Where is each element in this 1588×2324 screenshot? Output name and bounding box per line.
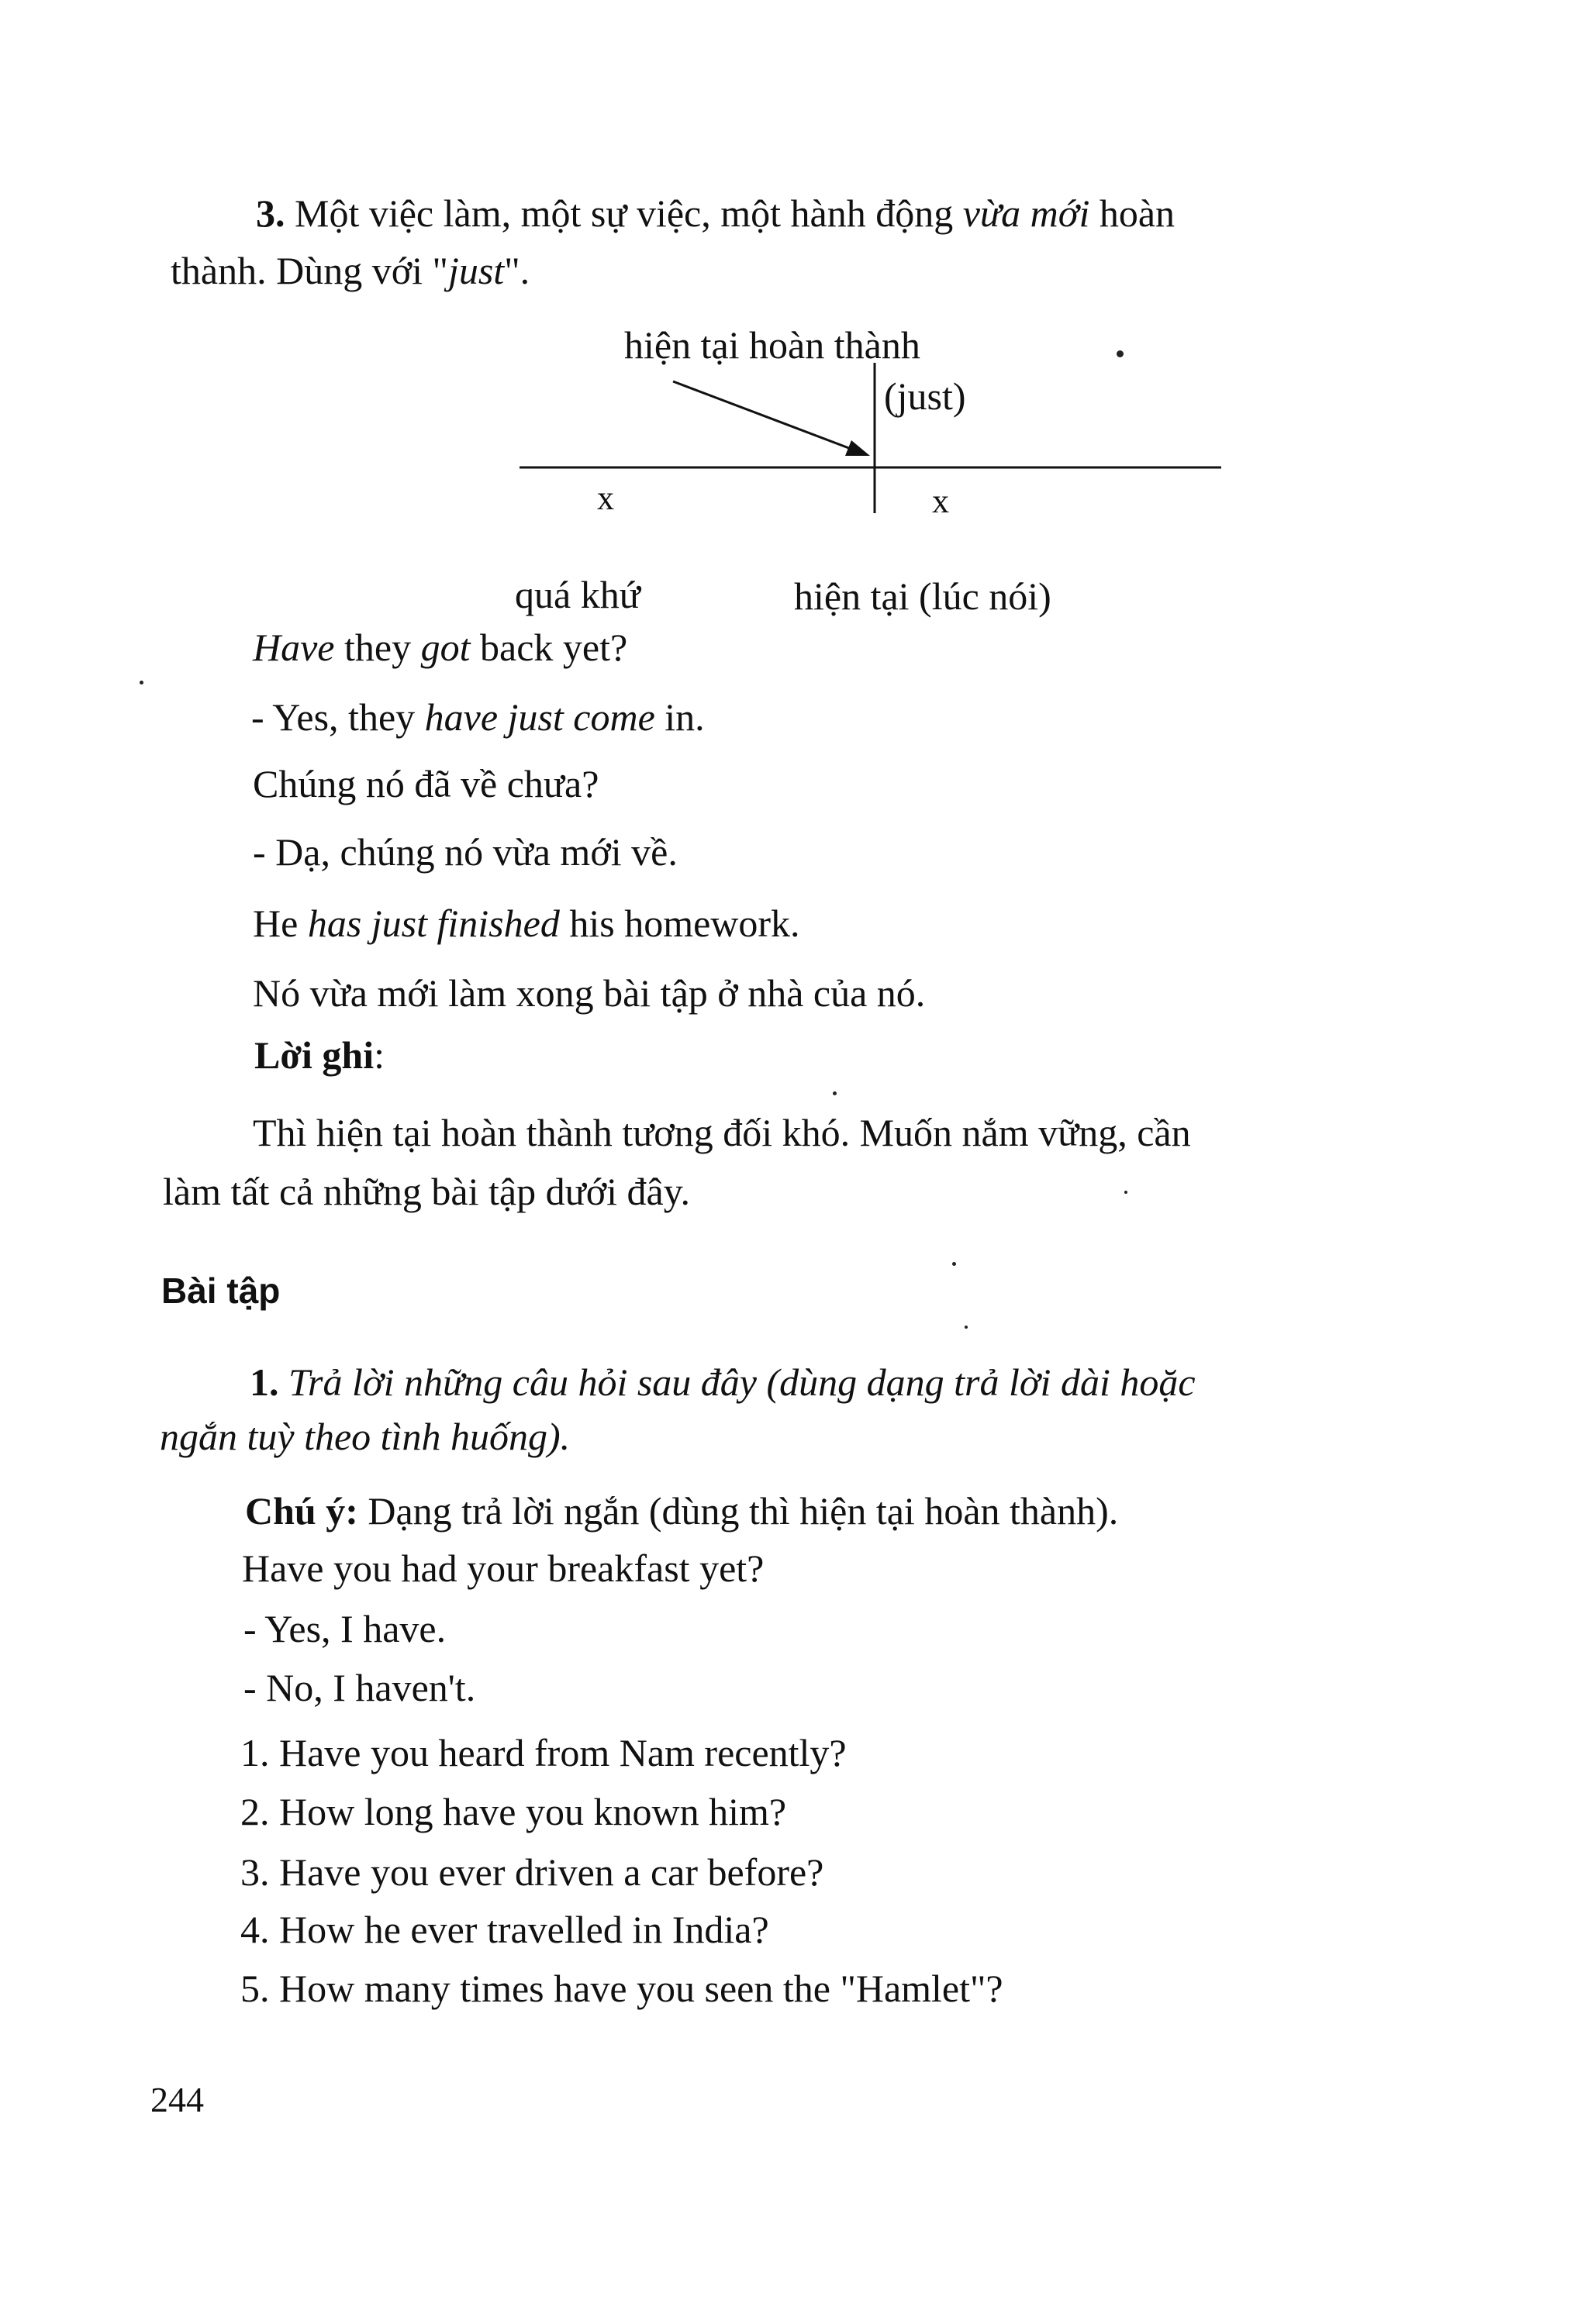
just-emphasis: just bbox=[447, 249, 505, 292]
example-1-question-vi: Chúng nó đã về chưa? bbox=[253, 762, 599, 805]
text: they bbox=[334, 626, 421, 669]
exercise-instruction-2: ngắn tuỳ theo tình huống). bbox=[160, 1415, 571, 1458]
example-1-answer-vi: - Dạ, chúng nó vừa mới về. bbox=[253, 830, 678, 874]
example-2-vi: Nó vừa mới làm xong bài tập ở nhà của nó. bbox=[253, 971, 926, 1015]
text: his homework. bbox=[559, 902, 800, 945]
diagram-top-label: hiện tại hoàn thành bbox=[624, 323, 920, 367]
question-item: 4. How he ever travelled in India? bbox=[240, 1908, 769, 1951]
chuy-line bbox=[245, 1487, 1118, 1535]
speck bbox=[1124, 1191, 1127, 1194]
note-title bbox=[254, 1031, 385, 1079]
question-item: 1. Have you heard from Nam recently? bbox=[240, 1731, 847, 1774]
example-1-question bbox=[253, 623, 627, 671]
diagram-x-right: x bbox=[932, 482, 949, 520]
note-colon: : bbox=[374, 1033, 385, 1077]
question-item: 5. How many times have you seen the "Hamlet"? bbox=[240, 1967, 1003, 2010]
section-3-number: 3. bbox=[256, 191, 285, 235]
speck bbox=[833, 1091, 837, 1095]
question-item: 2. How long have you known him? bbox=[240, 1790, 787, 1833]
diagram-past-label: quá khứ bbox=[515, 573, 640, 616]
em-verb: has just finished bbox=[307, 902, 560, 945]
em-verb: have just come bbox=[424, 695, 655, 739]
em-have: Have bbox=[253, 626, 335, 669]
diagram-present-label: hiện tại (lúc nói) bbox=[794, 574, 1051, 618]
diagram-just-label: (just) bbox=[884, 374, 966, 418]
note-line-1: Thì hiện tại hoàn thành tương đối khó. Muốn nắm vững, cần bbox=[253, 1111, 1191, 1154]
arrow-shaft bbox=[673, 381, 853, 450]
example-1-answer bbox=[251, 693, 705, 741]
sample-question: Have you had your breakfast yet? bbox=[242, 1546, 765, 1590]
text: - Yes, they bbox=[251, 695, 425, 739]
speck bbox=[965, 1326, 968, 1329]
page-number: 244 bbox=[150, 2080, 204, 2119]
speck bbox=[952, 1262, 956, 1266]
text: He bbox=[253, 902, 308, 945]
chuy-text: Dạng trả lời ngắn (dùng thì hiện tại hoàn thành). bbox=[357, 1489, 1119, 1533]
note-line-2: làm tất cả những bài tập dưới đây. bbox=[163, 1170, 690, 1213]
exercise-instruction-1 bbox=[250, 1358, 1196, 1406]
text: in. bbox=[654, 695, 705, 739]
speck bbox=[1117, 350, 1124, 357]
text: back yet? bbox=[470, 626, 628, 669]
instruction-text: Trả lời những câu hỏi sau đây (dùng dạng trả lời dài hoặc bbox=[278, 1360, 1196, 1404]
note-title-text: Lời ghi bbox=[254, 1033, 375, 1077]
speck bbox=[140, 681, 143, 684]
section-3-line-2-text: thành. Dùng với " bbox=[171, 249, 448, 292]
arrow-head-icon bbox=[845, 440, 870, 456]
exercises-heading: Bài tập bbox=[161, 1271, 281, 1311]
section-3-emphasis: vừa mới bbox=[962, 191, 1090, 235]
exercise-number: 1. bbox=[250, 1360, 279, 1404]
sample-answer-yes: - Yes, I have. bbox=[243, 1607, 447, 1650]
sample-answer-no: - No, I haven't. bbox=[243, 1666, 476, 1709]
section-3-line-2-end: ". bbox=[504, 249, 530, 292]
question-item: 3. Have you ever driven a car before? bbox=[240, 1850, 824, 1894]
section-3-text: Một việc làm, một sự việc, một hành động bbox=[285, 191, 963, 235]
example-2 bbox=[253, 899, 800, 947]
em-got: got bbox=[420, 626, 471, 669]
section-3-text-end: hoàn bbox=[1089, 191, 1175, 235]
chuy-label: Chú ý: bbox=[245, 1489, 358, 1533]
diagram-x-left: x bbox=[597, 479, 614, 517]
